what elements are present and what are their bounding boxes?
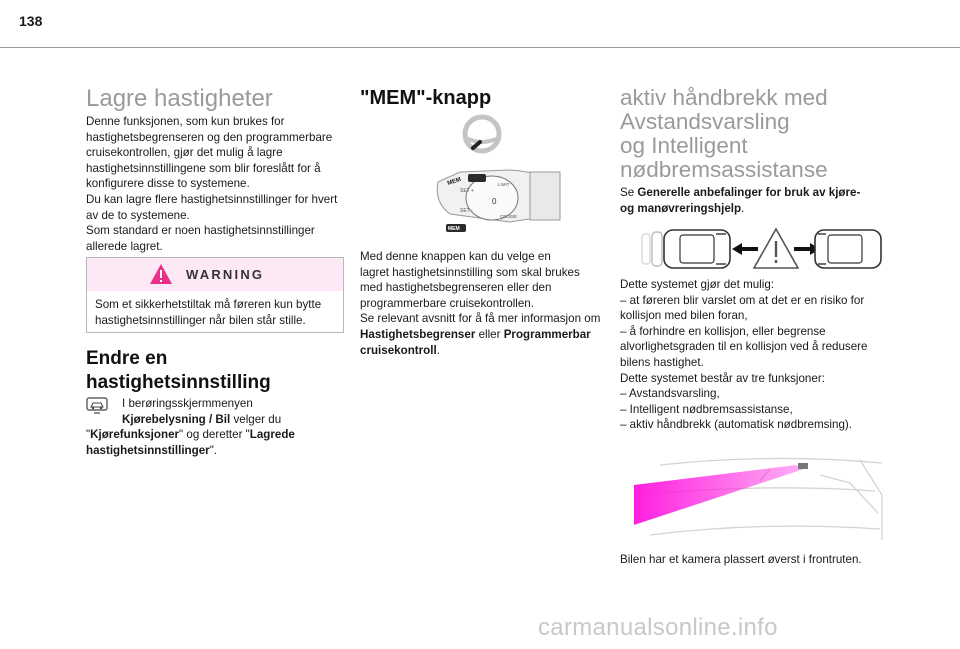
endre-title-line2: hastighetsinnstilling	[86, 372, 271, 393]
alert-triangle-icon	[754, 229, 798, 268]
text-line: konfigurere disse to systemene.	[86, 177, 250, 191]
text-span: ".	[209, 443, 218, 457]
text-span: velger du	[230, 412, 282, 426]
text-line: Som standard er noen hastighetsinnstillinger	[86, 224, 315, 238]
header-rule	[0, 47, 960, 48]
text-line	[86, 443, 344, 459]
page-number: 138	[19, 13, 43, 29]
text-line: – aktiv håndbrekk (automatisk nødbremsing).	[620, 418, 852, 432]
windshield-camera-figure	[620, 455, 890, 550]
text-line: Du kan lagre flere hastighetsinnstillinger for hvert	[86, 192, 338, 206]
text-line: Som et sikkerhetstiltak må føreren kun bytte	[95, 298, 322, 311]
warning-triangle-icon	[149, 263, 173, 290]
mem-button-figure	[420, 112, 570, 247]
arrow-left-icon	[732, 243, 758, 255]
text-line: bilens hastighet.	[620, 355, 704, 369]
text-line: kollisjon med bilen foran,	[620, 309, 748, 323]
col3-body	[620, 277, 890, 433]
warning-header	[87, 258, 343, 291]
bold-term: Kjørefunksjoner	[90, 428, 180, 442]
front-car-icon	[815, 230, 881, 268]
text-line: – Intelligent nødbremsassistanse,	[620, 402, 793, 416]
text-line	[86, 427, 344, 443]
bold-term: og manøvreringshjelp	[620, 201, 742, 215]
rear-car-icon	[642, 230, 730, 268]
text-line: Denne funksjonen, som kun brukes for	[86, 115, 285, 128]
bold-term: hastighetsinnstillinger	[86, 443, 210, 457]
text-line: hastighetsinnstillinger når bilen står stille.	[95, 313, 306, 327]
title-line: og Intelligent	[620, 133, 748, 158]
text-line	[360, 343, 610, 359]
title-line: nødbremsassistanse	[620, 157, 828, 182]
text-line	[620, 185, 890, 201]
text-line	[86, 412, 344, 428]
set-minus-label: SET -	[460, 208, 473, 214]
text-line: hastighetsinnstillingene som blir foreslått for å	[86, 161, 321, 175]
text-line: Dette systemet består av tre funksjoner:	[620, 371, 825, 385]
text-line: allerede lagret.	[86, 239, 163, 253]
text-span: " og deretter "	[179, 428, 250, 442]
camera-icon	[798, 463, 808, 469]
text-line: hastighetsbegrenseren og den programmerbare	[86, 130, 333, 144]
warning-body	[95, 297, 335, 328]
text-line: Se relevant avsnitt for å få mer informasjon om	[360, 312, 601, 326]
mem-label-top: MEM	[446, 176, 462, 187]
camera-field-of-view	[634, 465, 804, 525]
title-line: Avstandsvarsling	[620, 109, 790, 134]
text-span: .	[436, 343, 440, 357]
text-line: cruisekontrollen, gjør det mulig å lagre	[86, 146, 283, 160]
text-line	[360, 327, 610, 343]
text-line: I berøringsskjermmenyen	[122, 397, 253, 410]
camera-caption: Bilen har et kamera plassert øverst i frontruten.	[620, 553, 862, 566]
text-line: med hastighetsbegrenseren eller den	[360, 281, 552, 295]
text-line: – at føreren blir varslet om at det er en risiko for	[620, 293, 865, 307]
mem-label-bottom: MEM	[448, 226, 460, 232]
text-line: lagret hastighetsinnstilling som skal brukes	[360, 265, 580, 279]
limit-label: LIMIT	[498, 182, 510, 187]
bold-term: Generelle anbefalinger for bruk av kjøre-	[637, 186, 861, 199]
warning-box	[86, 257, 344, 333]
lagre-hastigheter-title: Lagre hastigheter	[86, 85, 273, 112]
text-line: av de to systemene.	[86, 208, 190, 222]
cruise-label: CRUISE	[500, 214, 518, 219]
steering-wheel-icon	[465, 117, 499, 151]
warning-title: WARNING	[186, 267, 265, 282]
text-line: – å forhindre en kollisjon, eller begrense	[620, 324, 826, 338]
bold-term: cruisekontroll	[360, 343, 437, 357]
text-line	[620, 201, 890, 217]
text-line: Med denne knappen kan du velge en	[360, 250, 551, 263]
cruise-stalk-icon	[437, 170, 560, 232]
text-line: – Avstandsvarsling,	[620, 387, 720, 401]
col1-intro	[86, 114, 337, 254]
text-span: "	[86, 428, 91, 442]
title-line: aktiv håndbrekk med	[620, 85, 828, 110]
collision-warning-figure	[640, 224, 885, 279]
watermark: carmanualsonline.info	[538, 614, 778, 641]
text-line: Dette systemet gjør det mulig:	[620, 278, 774, 291]
text-line: programmerbare cruisekontrollen.	[360, 296, 534, 310]
col2-body	[360, 249, 610, 358]
text-span: .	[741, 201, 745, 215]
set-plus-label: SET +	[460, 188, 474, 194]
step-text	[86, 396, 344, 458]
bold-term: Kjørebelysning / Bil	[122, 412, 231, 426]
aktiv-handbrekk-title	[620, 86, 828, 182]
bold-term: Lagrede	[249, 428, 295, 442]
text-span: Se	[620, 186, 638, 199]
zero-label: 0	[492, 197, 497, 206]
endre-title-line1: Endre en	[86, 348, 168, 369]
text-line: alvorlighetsgraden til en kollisjon ved å redusere	[620, 340, 868, 354]
bold-term: Programmerbar	[503, 327, 591, 341]
see-reference	[620, 185, 890, 216]
bold-term: Hastighetsbegrenser	[360, 327, 476, 341]
mem-button-title: "MEM"-knapp	[360, 87, 492, 109]
text-span: eller	[475, 327, 504, 341]
